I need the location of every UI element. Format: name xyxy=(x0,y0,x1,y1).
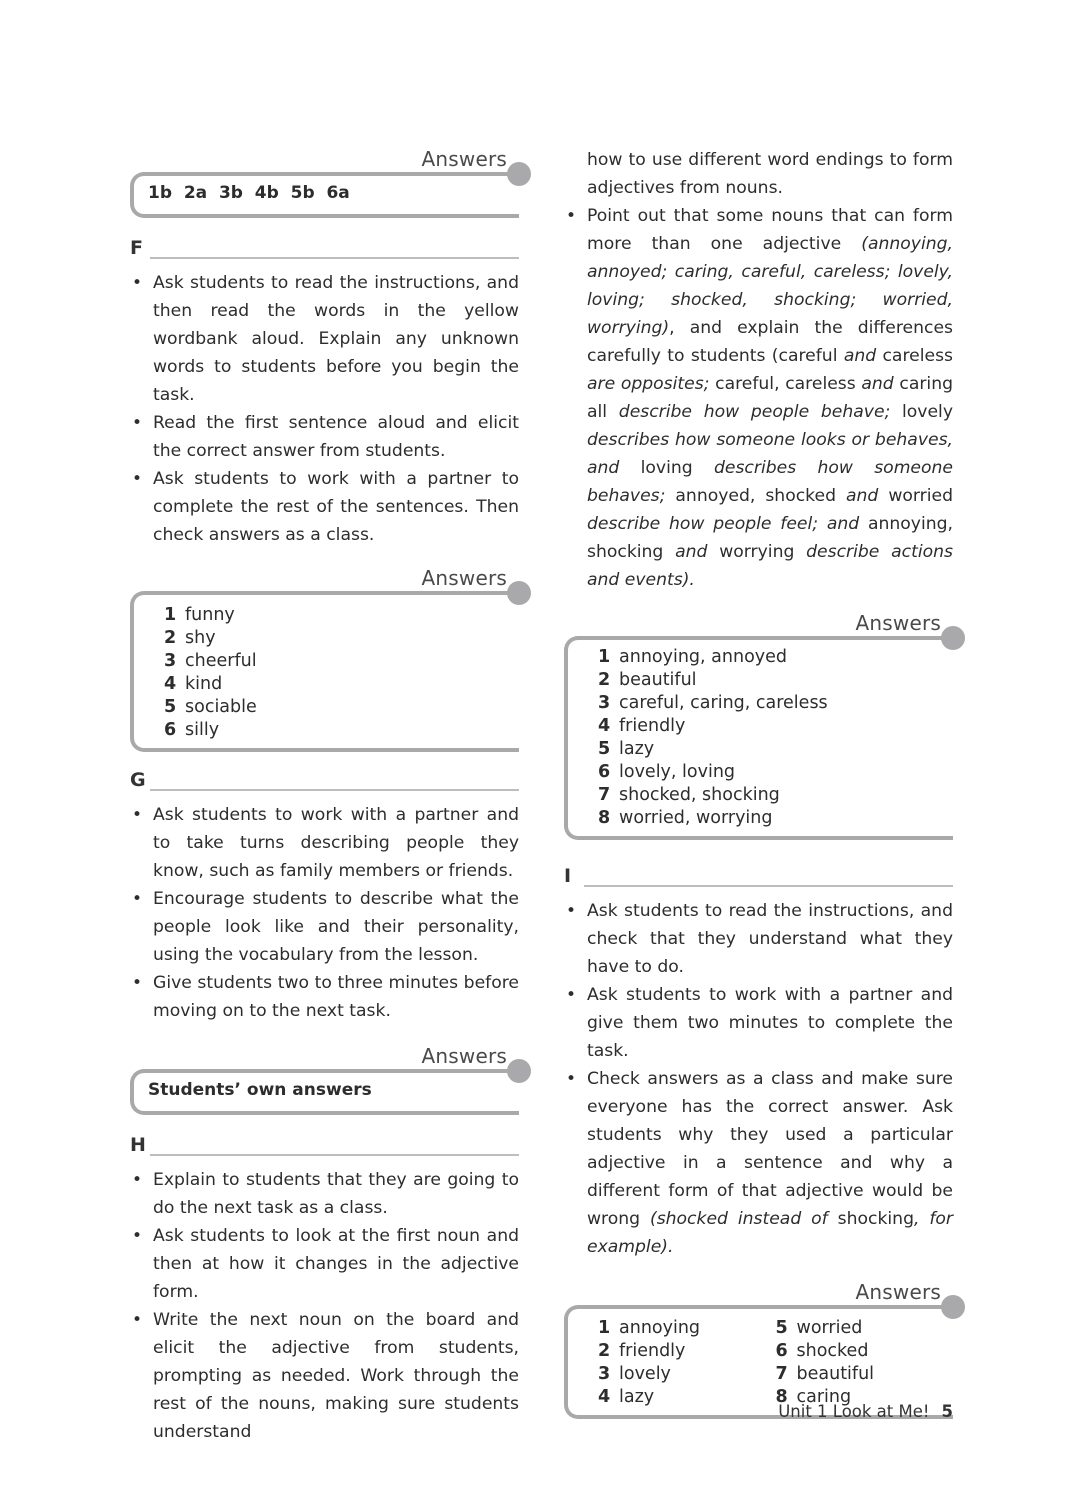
answer-item: 2 beautiful xyxy=(598,670,697,690)
answer-item: 3 careful, caring, careless xyxy=(598,693,828,713)
answers-dot-icon xyxy=(507,581,531,605)
answers-text: 1b 2a 3b 4b 5b 6a xyxy=(148,183,350,203)
answer-item: 6 silly xyxy=(164,720,220,740)
answers-frame xyxy=(130,591,519,752)
answer-item: 1 annoying, annoyed xyxy=(598,647,788,667)
answers-label: Answers xyxy=(855,1280,941,1304)
answers-list xyxy=(134,595,519,748)
answer-item: 6 lovely, loving xyxy=(598,762,736,782)
answers-text: Students’ own answers xyxy=(148,1080,372,1100)
section-letter: G xyxy=(130,769,146,791)
section-rule xyxy=(584,885,953,887)
answer-item: 5 worried xyxy=(775,1318,863,1338)
answers-label: Answers xyxy=(421,147,507,171)
answers-label: Answers xyxy=(855,611,941,635)
bullet-item: • Check answers as a class and make sure everyone has the correct answer. Ask students why they used a particular adjective in a sentence and why a different form of that adjective would be wrong (shocked instead of shocking, for example). xyxy=(564,1065,953,1261)
section-header-f xyxy=(130,236,519,260)
answers-column xyxy=(598,1317,776,1409)
answers-dot-icon xyxy=(941,1295,965,1319)
bullet-item-point-out: • Point out that some nouns that can form more than one adjective (annoying, annoyed; caring, careful, careless; lovely, loving; shocked, shocking; worried, worrying), and explain the differences carefully to students (careful and careless are opposites; careful, careless and caring all describe how people behave; lovely describes how someone looks or behaves, and loving describes how someone behaves; annoyed, shocked and worried describe how people feel; and annoying, shocking and worrying describe actions and events). xyxy=(564,202,953,594)
answers-box-h xyxy=(564,610,953,840)
answer-item: 4 kind xyxy=(164,674,223,694)
section-header-i xyxy=(564,864,953,888)
bullet-item: • Write the next noun on the board and elicit the adjective from students, prompting as needed. Work through the rest of the nouns, making sure students understand xyxy=(130,1306,519,1446)
page-footer xyxy=(778,1402,953,1421)
answer-item: 5 lazy xyxy=(598,739,655,759)
answer-item: 1 annoying xyxy=(598,1318,701,1338)
section-letter: I xyxy=(564,865,572,887)
answer-item: 3 lovely xyxy=(598,1364,671,1384)
answers-label: Answers xyxy=(421,566,507,590)
section-rule xyxy=(150,789,519,791)
answer-item: 4 friendly xyxy=(598,716,686,736)
answers-frame xyxy=(130,1069,519,1115)
bullet-item: • Encourage students to describe what the people look like and their personality, using the vocabulary from the lesson. xyxy=(130,885,519,969)
answer-item: 5 sociable xyxy=(164,697,257,717)
section-rule xyxy=(150,257,519,259)
section-header-h xyxy=(130,1133,519,1157)
section-rule xyxy=(150,1154,519,1156)
bullet-list-h xyxy=(130,1166,519,1446)
answer-item: 2 shy xyxy=(164,628,216,648)
answer-item: 1 funny xyxy=(164,605,235,625)
answers-box-i xyxy=(564,1279,953,1419)
answer-item: 6 shocked xyxy=(775,1341,869,1361)
answers-grid xyxy=(568,1309,953,1415)
page-number: 5 xyxy=(941,1402,953,1421)
bullet-item: • Ask students to read the instructions, and then read the words in the yellow wordbank aloud. Explain any unknown words to students before you begin the task. xyxy=(130,269,519,409)
answer-item: 4 lazy xyxy=(598,1387,655,1407)
answers-column xyxy=(776,1317,954,1409)
answers-dot-icon xyxy=(507,1059,531,1083)
right-column xyxy=(564,146,953,1419)
answer-item: 7 beautiful xyxy=(775,1364,875,1384)
bullet-item: • Explain to students that they are going to do the next task as a class. xyxy=(130,1166,519,1222)
bullet-item: • Ask students to work with a partner to complete the rest of the sentences. Then check answers as a class. xyxy=(130,465,519,549)
bullet-list-f xyxy=(130,269,519,549)
answers-label: Answers xyxy=(421,1044,507,1068)
answers-dot-icon xyxy=(507,162,531,186)
section-header-g xyxy=(130,768,519,792)
answer-item: 8 worried, worrying xyxy=(598,808,773,828)
bullet-list-point-out xyxy=(564,202,953,594)
bullet-item: • Ask students to look at the first noun and then at how it changes in the adjective form. xyxy=(130,1222,519,1306)
answer-item: 3 cheerful xyxy=(164,651,257,671)
left-column xyxy=(130,146,519,1446)
answers-box-e xyxy=(130,146,519,218)
answers-box-f xyxy=(130,565,519,752)
bullet-item: • Read the first sentence aloud and elicit the correct answer from students. xyxy=(130,409,519,465)
answers-frame xyxy=(130,172,519,218)
answers-dot-icon xyxy=(941,626,965,650)
bullet-item: • Ask students to read the instructions, and check that they understand what they have to do. xyxy=(564,897,953,981)
bullet-item: • Ask students to work with a partner and give them two minutes to complete the task. xyxy=(564,981,953,1065)
bullet-item: • Ask students to work with a partner and to take turns describing people they know, such as family members or friends. xyxy=(130,801,519,885)
answers-list xyxy=(568,640,953,836)
continuation-text: how to use different word endings to form adjectives from nouns. xyxy=(587,150,953,198)
section-letter: H xyxy=(130,1134,146,1156)
section-letter: F xyxy=(130,237,143,259)
answer-item: 8 caring xyxy=(775,1387,852,1407)
bullet-list-g xyxy=(130,801,519,1025)
answer-item: 2 friendly xyxy=(598,1341,686,1361)
answer-item: 7 shocked, shocking xyxy=(598,785,780,805)
answers-box-g xyxy=(130,1043,519,1115)
unit-title: Unit 1 Look at Me! xyxy=(778,1402,930,1421)
bullet-list-i xyxy=(564,897,953,1261)
answers-frame xyxy=(564,636,953,840)
bullet-item: • Give students two to three minutes before moving on to the next task. xyxy=(130,969,519,1025)
